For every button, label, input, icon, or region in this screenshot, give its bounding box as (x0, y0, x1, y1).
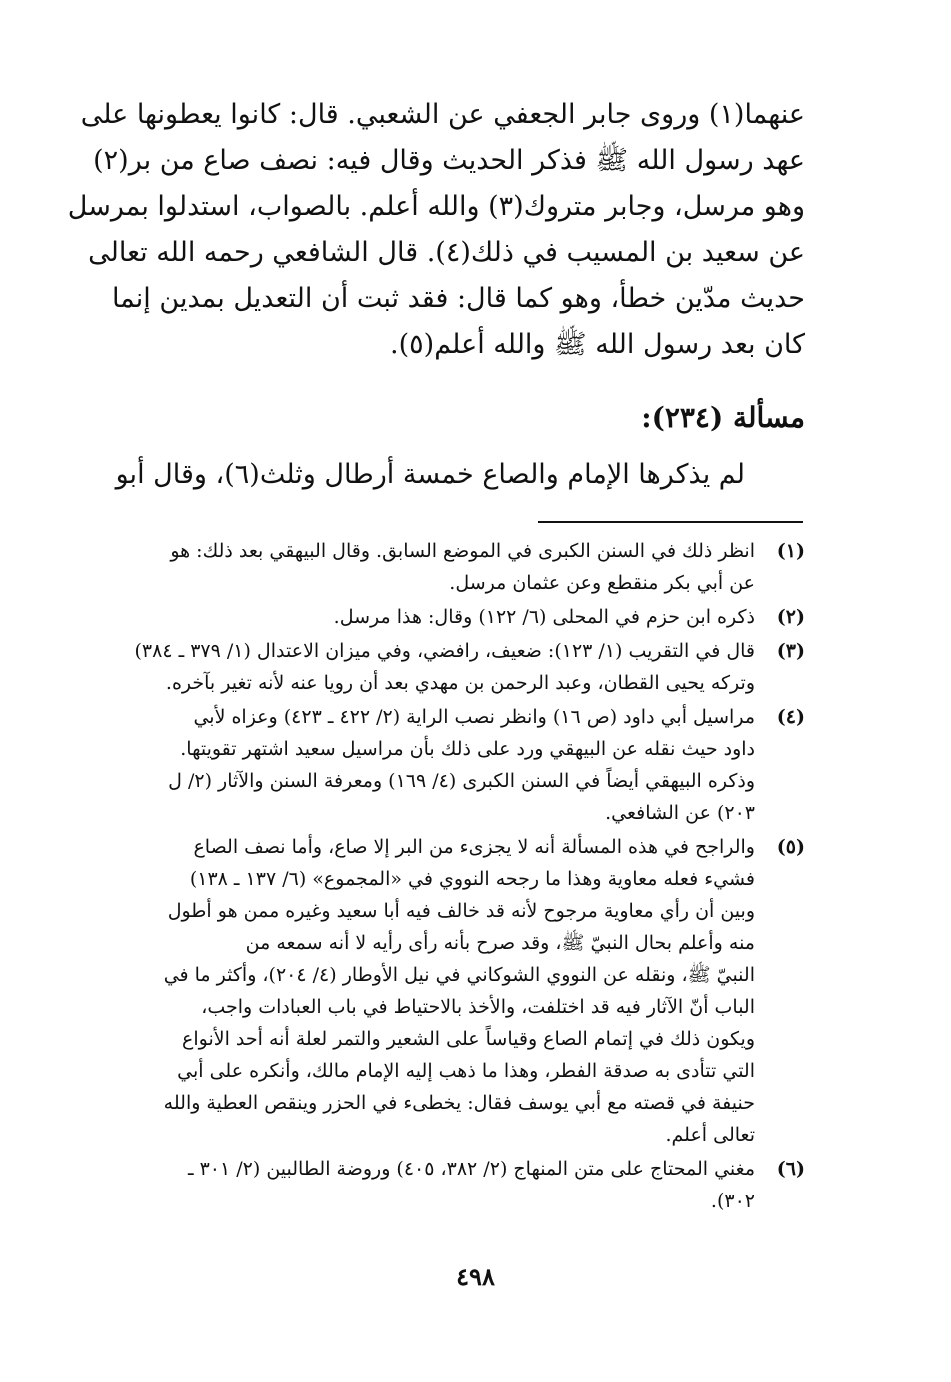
footnote-line: فشيء فعله معاوية وهذا ما رجحه النووي في «المجموع» (٦/ ١٣٧ ـ ١٣٨) (189, 868, 755, 890)
footnote-line: النبيّ ﷺ، ونقله عن النووي الشوكاني في نيل الأوطار (٤/ ٢٠٤)، وأكثر ما في (163, 964, 755, 986)
footnote-line: والراجح في هذه المسألة أنه لا يجزىء من البر إلا صاع، وأما نصف الصاع (193, 836, 755, 858)
footnote (100, 601, 805, 633)
text-line: عنهما(١) وروى جابر الجعفي عن الشعبي. قال: كانوا يعطونها على (80, 99, 805, 130)
text-line: عن سعيد بن المسيب في ذلك(٤). قال الشافعي رحمه الله تعالى (88, 237, 805, 268)
footnote-line: الباب أنّ الآثار فيه قد اختلفت، والأخذ بالاحتياط في باب العبادات واجب، (201, 996, 755, 1018)
footnote-line: ٢٠٣) عن الشافعي. (605, 802, 755, 824)
footnote (100, 535, 805, 599)
footnote-line: وذكره البيهقي أيضاً في السنن الكبرى (٤/ ١٦٩) ومعرفة السنن والآثار (٢/ ل (168, 770, 755, 792)
footnote-divider (538, 521, 803, 523)
footnote-text (100, 701, 755, 829)
footnote (100, 831, 805, 1151)
text-line: وهو مرسل، وجابر متروك(٣) والله أعلم. بالصواب، استدلوا بمرسل (67, 191, 805, 222)
footnote-number: (١) (776, 540, 805, 562)
page-number: ٤٩٨ (456, 1262, 495, 1291)
footnote-line: حنيفة في قصته مع أبي يوسف فقال: يخطىء في الحزر وينقص العطية والله (163, 1092, 755, 1114)
footnote-line: ٣٠٢). (710, 1190, 755, 1212)
footnote-line: انظر ذلك في السنن الكبرى في الموضع السابق. وقال البيهقي بعد ذلك: هو (170, 540, 755, 562)
footnote (100, 701, 805, 829)
footnote-line: وبين أن رأي معاوية مرجوح لأنه قد خالف فيه أبا سعيد وغيره ممن هو أطول (167, 900, 755, 922)
footnote-line: منه وأعلم بحال النبيّ ﷺ، وقد صرح بأنه رأى رأيه لا أنه سمعه من (245, 932, 755, 954)
section-heading: مسألة (٢٣٤): (641, 401, 805, 434)
footnote-text (100, 601, 755, 633)
footnote-text (100, 535, 755, 599)
footnote-number: (٢) (776, 606, 805, 628)
footnotes (100, 535, 805, 1219)
footnote-line: قال في التقريب (١/ ١٢٣): ضعيف، رافضي، وفي ميزان الاعتدال (١/ ٣٧٩ ـ ٣٨٤) (134, 640, 755, 662)
text-line: عهد رسول الله ﷺ فذكر الحديث وقال فيه: نصف صاع من بر(٢) (93, 145, 805, 176)
footnote-text (100, 1153, 755, 1217)
footnote (100, 1153, 805, 1217)
footnote-line: ويكون ذلك في إتمام الصاع وقياساً على الشعير والتمر لعلة أنه أحد الأنواع (182, 1028, 755, 1050)
footnote-line: ذكره ابن حزم في المحلى (٦/ ١٢٢) وقال: هذا مرسل. (333, 606, 755, 628)
footnote-number: (٥) (776, 836, 805, 858)
footnote-line: عن أبي بكر منقطع وعن عثمان مرسل. (449, 572, 755, 594)
footnote (100, 635, 805, 699)
footnote-line: داود حيث نقله عن البيهقي ورد على ذلك بأن مراسيل سعيد اشتهر تقويتها. (180, 738, 755, 760)
footnote-number: (٣) (776, 640, 805, 662)
main-body (67, 92, 805, 498)
footnote-line: مغني المحتاج على متن المنهاج (٢/ ٣٨٢، ٤٠٥) وروضة الطالبين (٢/ ٣٠١ ـ (187, 1158, 755, 1180)
footnote-line: تعالى أعلم. (665, 1124, 755, 1146)
footnote-line: التي تتأدى به صدقة الفطر، وهذا ما ذهب إليه الإمام مالك، وأنكره على أبي (177, 1060, 755, 1082)
footnote-text (100, 831, 755, 1151)
footnote-line: مراسيل أبي داود (ص ١٦) وانظر نصب الراية (٢/ ٤٢٢ ـ ٤٢٣) وعزاه لأبي (193, 706, 755, 728)
footnote-number: (٤) (776, 706, 805, 728)
section-paragraph: لم يذكرها الإمام والصاع خمسة أرطال وثلث(٦)، وقال أبو (115, 459, 745, 490)
footnote-line: وتركه يحيى القطان، وعبد الرحمن بن مهدي بعد أن رويا عنه لأنه تغير بآخره. (165, 672, 755, 694)
main-paragraph (67, 92, 805, 368)
footnote-number: (٦) (776, 1158, 805, 1180)
footnote-text (100, 635, 755, 699)
text-line: كان بعد رسول الله ﷺ والله أعلم(٥). (390, 329, 805, 360)
text-line: حديث مدّين خطأ، وهو كما قال: فقد ثبت أن التعديل بمدين إنما (111, 283, 805, 314)
